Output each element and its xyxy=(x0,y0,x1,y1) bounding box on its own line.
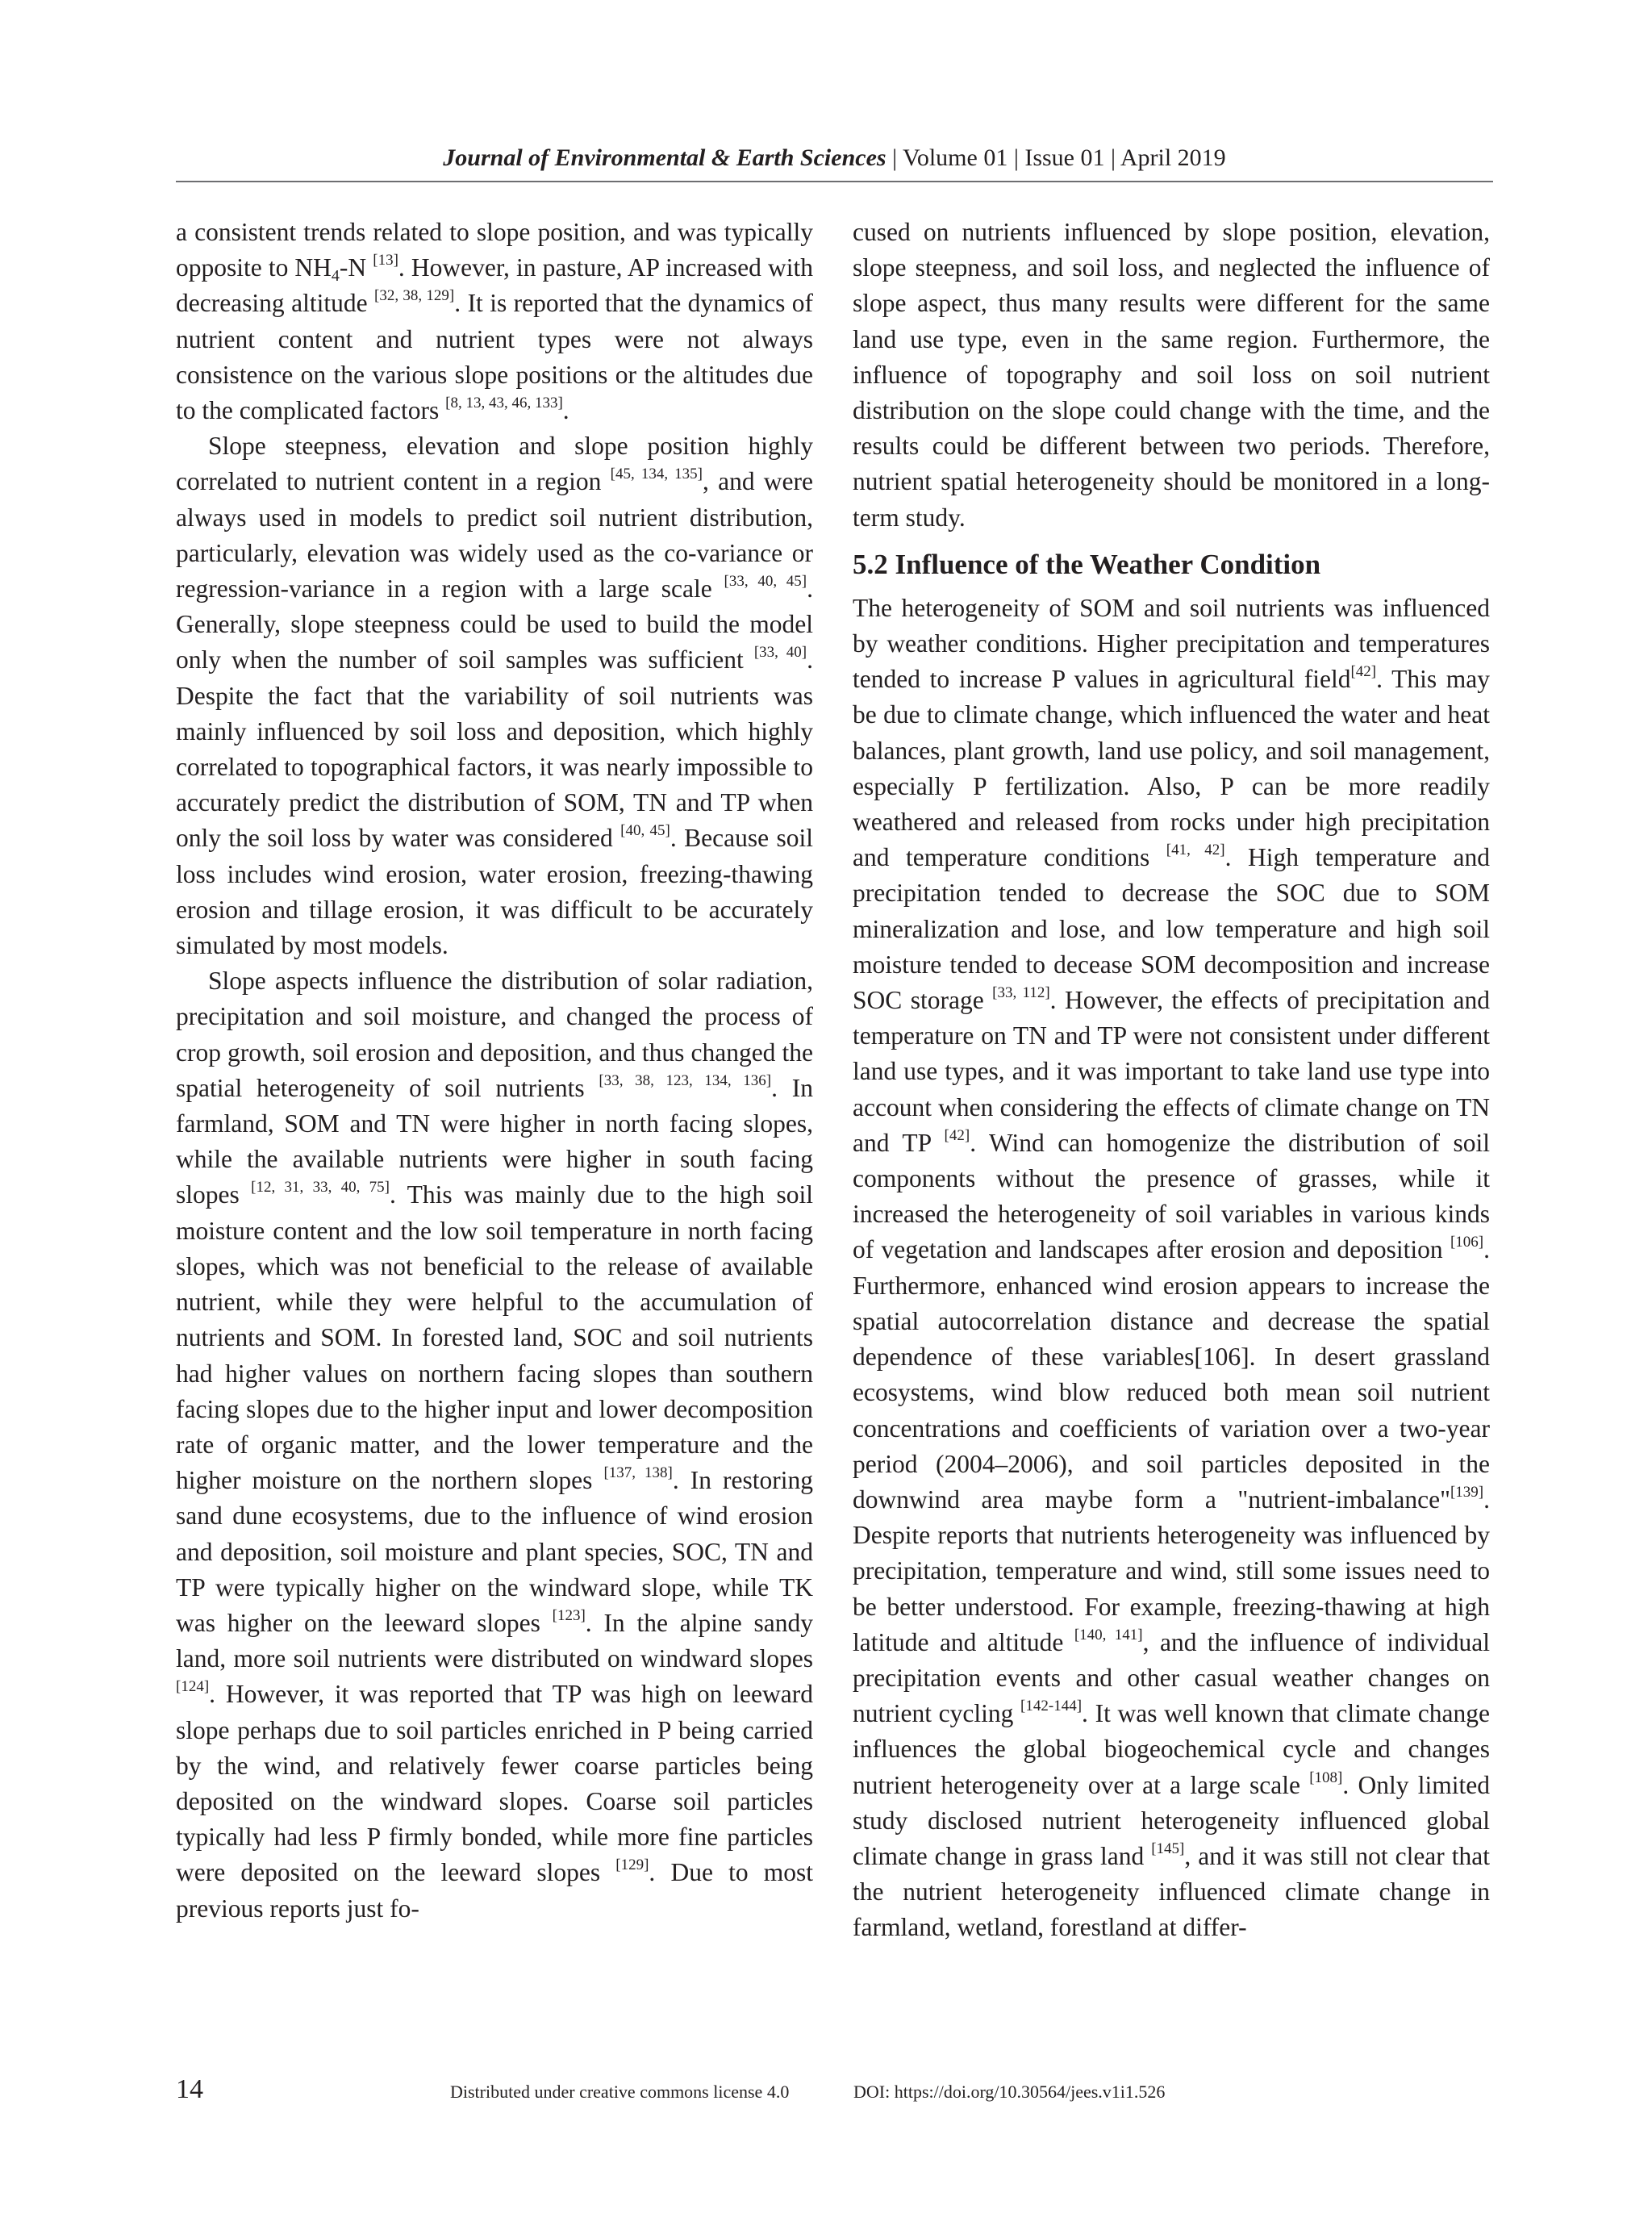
citation: [129] xyxy=(615,1856,649,1874)
paragraph: cused on nutrients influenced by slope position, elevation, slope steepness, and soil loss, and neglected the influence of slope aspect, thus many results were different for the same land use type, even in the same region. Furthermore, the influence of topography and soil loss on soil nutrient distribution on the slope could change with the time, and the results could be different between two periods. Therefore, nutrient spatial heterogeneity should be monitored in a long-term study. xyxy=(853,218,1490,532)
section-heading: 5.2 Influence of the Weather Condition xyxy=(853,548,1321,580)
text-run: . Wind can homogenize the distribution of soil components without the presence of grasses, while it increased the heterogeneity of soil variables in various kinds of vegetation and landscapes after erosion and deposition xyxy=(853,1128,1490,1264)
journal-title: Journal of Environmental & Earth Sciences xyxy=(443,144,886,171)
text-run: , and it was still not clear that the nutrient heterogeneity influenced climate change in farmland, wetland, forestland at differ- xyxy=(853,1841,1490,1942)
text-run: . This may be due to climate change, which influenced the water and heat balances, plant growth, land use policy, and soil management, especially P fertilization. Also, P can be more readily weathered and released from rocks under high precipitation and temperature conditions xyxy=(853,665,1490,872)
citation: [45, 134, 135] xyxy=(610,466,703,483)
paragraph xyxy=(176,428,813,963)
text-run: The heterogeneity of SOM and soil nutrients was influenced by weather conditions. Higher precipitation and temperatures tended to increase P values in agricultural field xyxy=(853,593,1490,694)
citation: [108] xyxy=(1309,1769,1343,1786)
volume: Volume 01 xyxy=(903,144,1008,171)
citation: [106] xyxy=(1450,1234,1484,1251)
citation: [33, 40] xyxy=(753,644,807,662)
running-header xyxy=(176,144,1493,173)
header-separator: | xyxy=(1104,144,1120,171)
text-run: a consistent trends related to slope position, and was typically opposite to NH xyxy=(176,218,813,282)
text-run: . In the alpine sandy land, more soil nutrients were distributed on windward slopes xyxy=(176,1608,813,1673)
text-run: , and were always used in models to predict soil nutrient distribution, particularly, elevation was widely used as the co-variance or regression-variance in a region with a large scale xyxy=(176,467,814,603)
citation: [33, 112] xyxy=(992,984,1050,1002)
paragraph xyxy=(176,963,813,1926)
text-run: . Furthermore, enhanced wind erosion appears to increase the spatial autocorrelation distance and decrease the spatial dependence of these variables[106]. In desert grassland ecosystems, wind blow reduced both mean soil nutrient concentrations and coefficients of variation over a two-year period (2004–2006), and soil particles deposited in the downwind area maybe form a "nutrient-imbalance" xyxy=(853,1235,1490,1514)
citation: [124] xyxy=(176,1678,210,1696)
doi-link[interactable]: DOI: https://doi.org/10.30564/jees.v1i1.526 xyxy=(853,2082,1166,2102)
text-run: . Generally, slope steepness could be used to build the model only when the number of soil samples was sufficient xyxy=(176,574,813,674)
text-run: . High temperature and precipitation tended to decrease the SOC due to SOM mineralization and lose, and low temperature and high soil moisture tended to decease SOM decomposition and increase SOC storage xyxy=(853,843,1491,1015)
page-number: 14 xyxy=(176,2074,203,2104)
text-run: , and the influence of individual precipitation events and other casual weather changes on nutrient cycling xyxy=(853,1627,1491,1728)
citation: [142-144] xyxy=(1020,1698,1083,1715)
right-column xyxy=(853,215,1490,1946)
citation: [123] xyxy=(552,1606,586,1624)
left-column xyxy=(176,215,813,1927)
citation: [139] xyxy=(1450,1483,1484,1501)
issue: Issue 01 xyxy=(1024,144,1105,171)
citation: [145] xyxy=(1151,1840,1185,1857)
header-separator: | xyxy=(1007,144,1025,171)
text-run: . Due to most previous reports just fo- xyxy=(176,1858,813,1923)
text-run: . Only limited study disclosed nutrient heterogeneity influenced global climate change in grass land xyxy=(853,1770,1491,1870)
citation: [32, 38, 129] xyxy=(374,287,455,305)
header-rule xyxy=(176,181,1493,182)
text-run: . It is reported that the dynamics of nutrient content and nutrient types were not always consistence on the various slope positions or the altitudes due to the complicated factors xyxy=(176,289,813,425)
publication-date: April 2019 xyxy=(1120,144,1226,171)
citation: [42] xyxy=(944,1126,970,1144)
citation: [33, 38, 123, 134, 136] xyxy=(599,1071,772,1089)
text-run: . However, in pasture, AP increased with decreasing altitude xyxy=(176,253,813,318)
text-run: -N xyxy=(339,253,373,282)
text-run: . This was mainly due to the high soil moisture content and the low soil temperature in north facing slopes, which was not beneficial to the release of available nutrient, while they were helpful to the accumulation of nutrients and SOM. In forested land, SOC and soil nutrients had higher values on northern facing slopes than southern facing slopes due to the higher input and lower decomposition rate of organic matter, and the lower temperature and the higher moisture on the northern slopes xyxy=(176,1180,814,1495)
text-run: . xyxy=(562,396,569,425)
text-run: . However, it was reported that TP was high on leeward slope perhaps due to soil particles enriched in P being carried by the wind, and relatively fewer coarse particles being deposited on the windward slopes. Coarse soil particles typically had less P firmly bonded, while more fine particles were deposited on the leeward slopes xyxy=(176,1680,813,1887)
text-run: . However, the effects of precipitation and temperature on TN and TP were not consistent under different land use types, and it was important to take land use type into account when considering the effects of climate change on TN and TP xyxy=(853,986,1490,1157)
text-run: . Because soil loss includes wind erosion, water erosion, freezing-thawing erosion and tillage erosion, it was difficult to be accurately simulated by most models. xyxy=(176,824,813,960)
paragraph xyxy=(176,215,813,428)
license-note: Distributed under creative commons license 4.0 xyxy=(450,2082,790,2102)
citation: [42] xyxy=(1350,663,1377,681)
text-run: . In restoring sand dune ecosystems, due to the influence of wind erosion and deposition, soil moisture and plant species, SOC, TN and TP were typically higher on the windward slope, while TK was higher on the leeward slopes xyxy=(176,1466,814,1637)
text-run: Slope steepness, elevation and slope position highly correlated to nutrient content in a region xyxy=(176,432,813,496)
text-run: . In farmland, SOM and TN were higher in north facing slopes, while the available nutrients were higher in south facing slopes xyxy=(176,1073,813,1209)
citation: [137, 138] xyxy=(603,1464,673,1482)
text-run: Slope aspects influence the distribution of solar radiation, precipitation and soil moisture, and changed the process of crop growth, soil erosion and deposition, and thus changed the spatial heterogeneity of soil nutrients xyxy=(176,967,813,1102)
text-run: . Despite reports that nutrients heterogeneity was influenced by precipitation, temperature and wind, still some issues need to be better understood. For example, freezing-thawing at high latitude and altitude xyxy=(853,1485,1490,1656)
subscript: 4 xyxy=(331,267,340,286)
citation: [40, 45] xyxy=(620,822,670,840)
text-run: . Despite the fact that the variability of soil nutrients was mainly influenced by soil loss and deposition, which highly correlated to topographical factors, it was nearly impossible to accurately predict the distribution of SOM, TN and TP when only the soil loss by water was considered xyxy=(176,645,814,853)
header-separator: | xyxy=(886,144,903,171)
citation: [12, 31, 33, 40, 75] xyxy=(251,1179,390,1197)
citation: [13] xyxy=(373,252,398,269)
citation: [140, 141] xyxy=(1074,1626,1143,1643)
citation: [41, 42] xyxy=(1166,842,1225,859)
citation: [8, 13, 43, 46, 133] xyxy=(445,395,563,412)
citation: [33, 40, 45] xyxy=(724,573,807,591)
text-run: . It was well known that climate change influences the global biogeochemical cycle and changes nutrient heterogeneity over at a large scale xyxy=(853,1699,1490,1799)
paragraph xyxy=(853,591,1490,1946)
